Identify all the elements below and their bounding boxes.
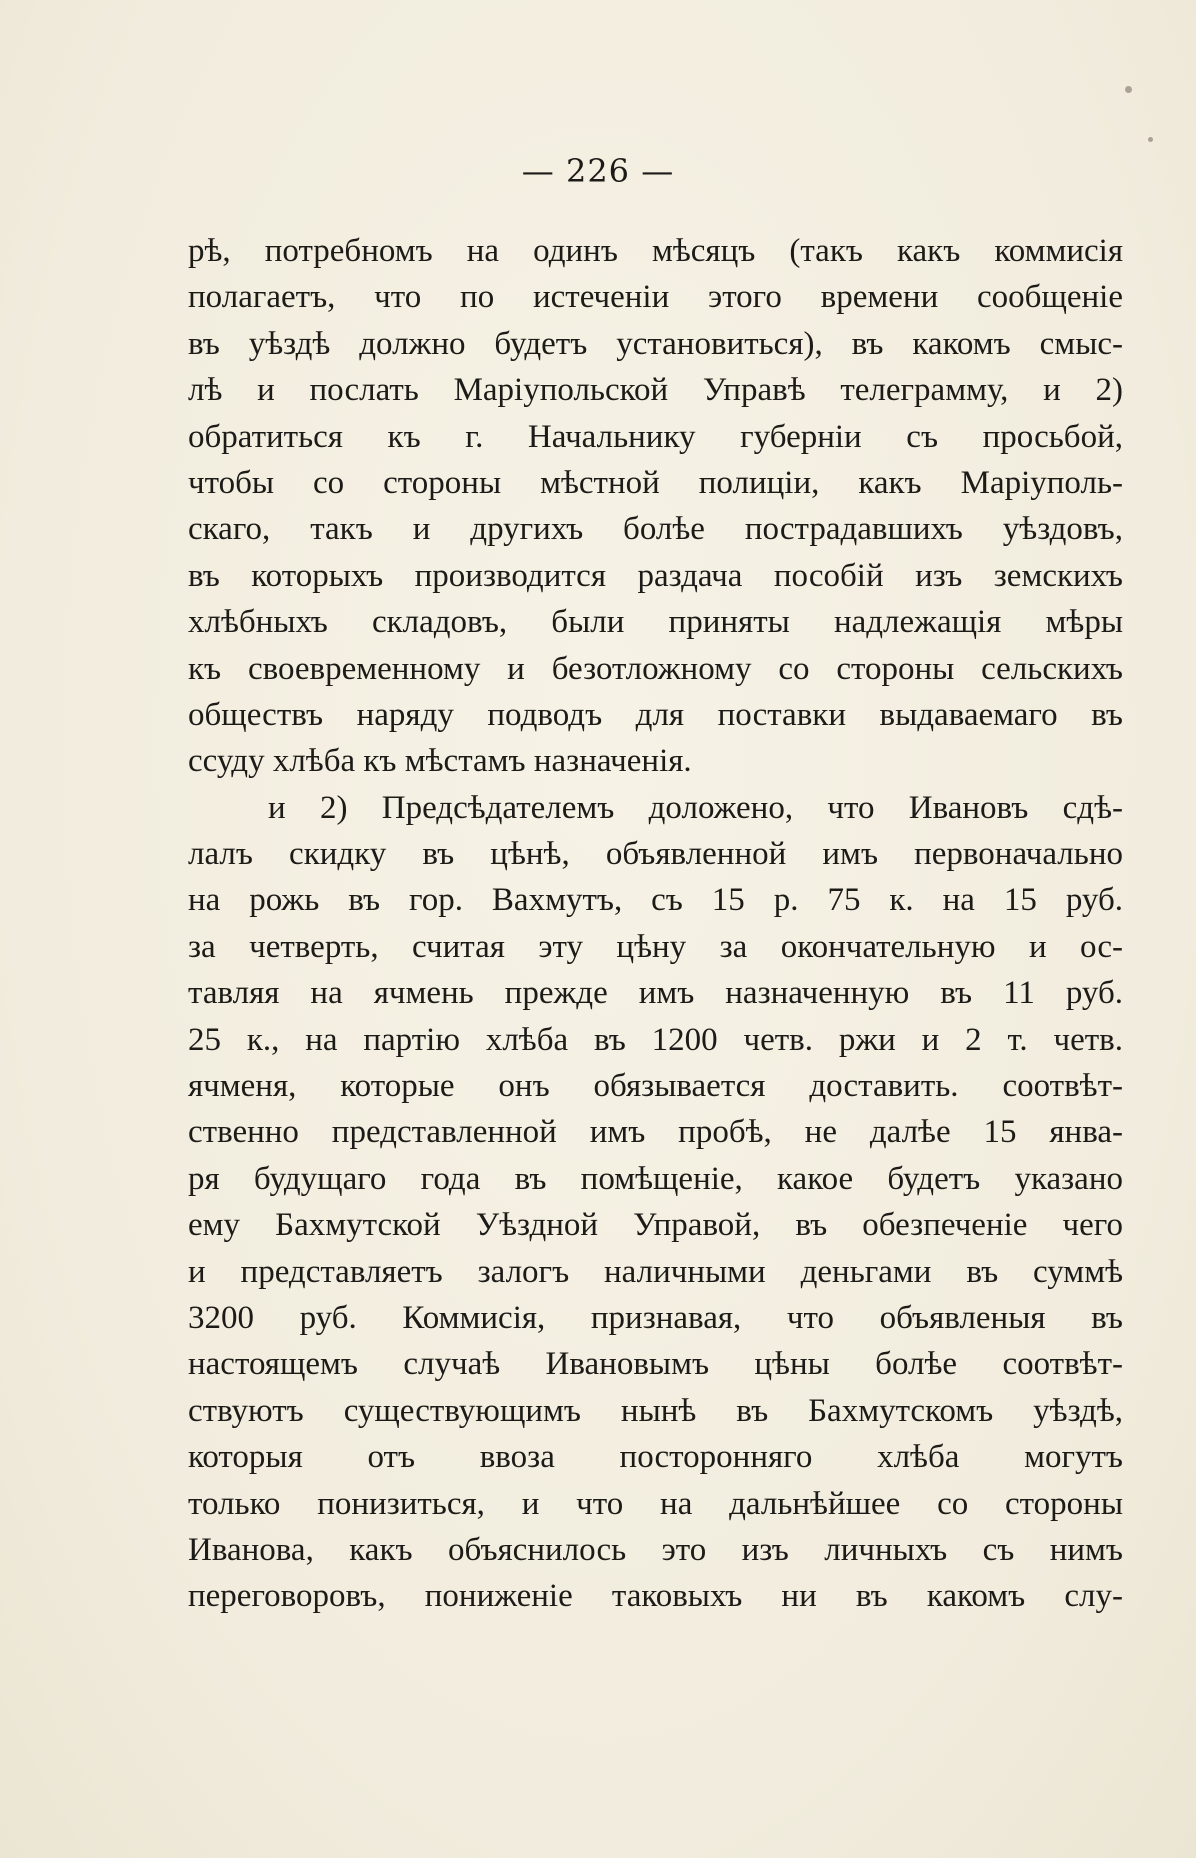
text-line: и 2) Предсѣдателемъ доложено, что Ивановъ сдѣ-: [268, 789, 1123, 826]
text-line: лѣ и послать Маріупольской Управѣ телеграмму, и 2): [188, 372, 1123, 409]
text-line: тавляя на ячмень прежде имъ назначенную въ 11 руб.: [188, 975, 1123, 1012]
text-line: обратиться къ г. Начальнику губерніи съ просьбой,: [188, 418, 1123, 455]
text-line: Иванова, какъ объяснилось это изъ личныхъ съ нимъ: [188, 1531, 1123, 1568]
text-line: хлѣбныхъ складовъ, были приняты надлежащія мѣры: [188, 604, 1123, 641]
text-line: только понизиться, и что на дальнѣйшее со стороны: [188, 1485, 1123, 1522]
text-line: ячменя, которые онъ обязывается доставить. соотвѣт-: [188, 1068, 1123, 1105]
body-text: [188, 228, 1123, 1620]
text-line: полагаетъ, что по истеченіи этого времени сообщеніе: [188, 279, 1123, 316]
paper-speck: [1125, 86, 1132, 93]
text-line: на рожь въ гор. Вахмутъ, съ 15 р. 75 к. на 15 руб.: [188, 882, 1123, 919]
text-line: въ уѣздѣ должно будетъ установиться), въ какомъ смыс-: [188, 325, 1123, 362]
text-line: 25 к., на партію хлѣба въ 1200 четв. ржи и 2 т. четв.: [188, 1021, 1123, 1058]
text-line: въ которыхъ производится раздача пособій изъ земскихъ: [188, 557, 1123, 594]
text-line: ственно представленной имъ пробѣ, не далѣе 15 янва-: [188, 1114, 1123, 1151]
text-line: лалъ скидку въ цѣнѣ, объявленной имъ первоначально: [188, 836, 1123, 873]
text-line: чтобы со стороны мѣстной полиціи, какъ Маріуполь-: [188, 464, 1123, 501]
text-line: 3200 руб. Коммисія, признавая, что объявленыя въ: [188, 1299, 1123, 1336]
paper-speck: [1148, 137, 1153, 142]
text-line: ря будущаго года въ помѣщеніе, какое будетъ указано: [188, 1160, 1123, 1197]
text-line: ствуютъ существующимъ нынѣ въ Бахмутскомъ уѣздѣ,: [188, 1392, 1123, 1429]
page-number: — 226 —: [521, 152, 675, 190]
text-line: которыя отъ ввоза посторонняго хлѣба могутъ: [188, 1439, 1123, 1476]
text-line: и представляетъ залогъ наличными деньгами въ суммѣ: [188, 1253, 1123, 1290]
text-line: рѣ, потребномъ на одинъ мѣсяцъ (такъ какъ коммисія: [188, 233, 1123, 269]
text-line: за четверть, считая эту цѣну за окончательную и ос-: [188, 928, 1123, 965]
text-line: скаго, такъ и другихъ болѣе пострадавшихъ уѣздовъ,: [188, 511, 1123, 548]
text-line: обществъ наряду подводъ для поставки выдаваемаго въ: [188, 696, 1123, 733]
text-line: ему Бахмутской Уѣздной Управой, въ обезпеченіе чего: [188, 1207, 1123, 1244]
text-line: переговоровъ, пониженіе таковыхъ ни въ какомъ слу-: [188, 1578, 1123, 1615]
text-line: ссуду хлѣба къ мѣстамъ назначенія.: [188, 743, 692, 780]
text-line: настоящемъ случаѣ Ивановымъ цѣны болѣе соотвѣт-: [188, 1346, 1123, 1383]
text-line: къ своевременному и безотложному со стороны сельскихъ: [188, 650, 1123, 687]
